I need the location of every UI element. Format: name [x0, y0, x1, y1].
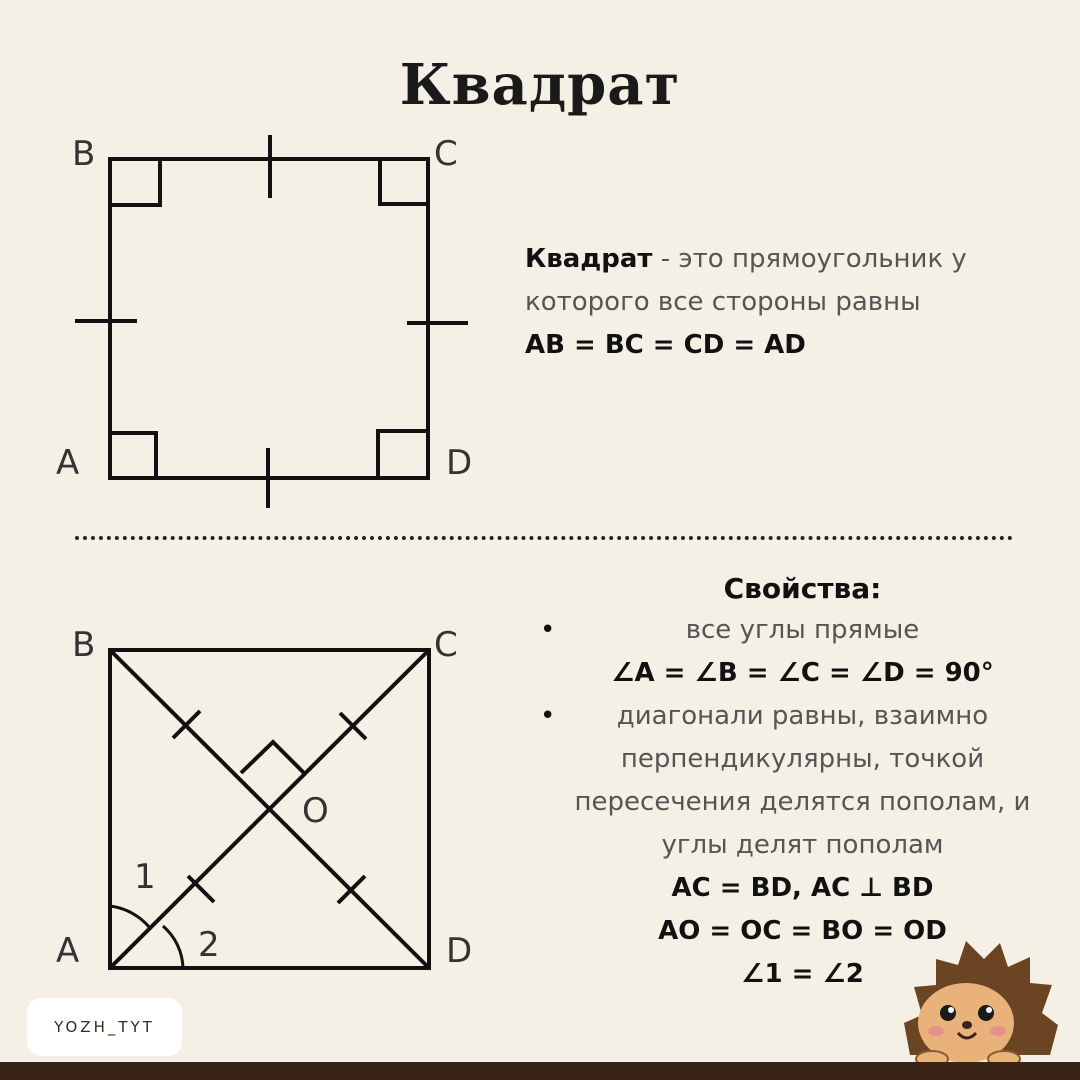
- vertex-label-c: C: [434, 134, 458, 174]
- property-2-line-3: пересечения делятся пополам, и: [574, 787, 1031, 817]
- property-2-line-2: перпендикулярны, точкой: [620, 744, 985, 774]
- property-2-formula-3: ∠1 = ∠2: [741, 959, 864, 989]
- vertex-label-b2: B: [72, 625, 96, 665]
- definition-term: Квадрат: [525, 244, 653, 274]
- property-2-formula-2: AO = OC = BO = OD: [658, 916, 947, 946]
- property-2-formula-1: AC = BD, AC ⊥ BD: [671, 873, 934, 903]
- vertex-label-b: B: [72, 134, 96, 174]
- bullet-2: •: [540, 701, 556, 731]
- definition-body: - это прямоугольник у которого все стороны равны: [525, 244, 967, 317]
- property-2-line-1-text: диагонали равны, взаимно: [616, 701, 989, 731]
- brand-logo: [27, 998, 182, 1056]
- right-angle-mark-c: [380, 159, 428, 204]
- page-title: Квадрат: [399, 52, 681, 118]
- property-1-label: все углы прямые: [685, 615, 920, 645]
- property-1-text: [540, 609, 1065, 652]
- definition-formula: AB = BC = CD = AD: [525, 330, 806, 360]
- angle-label-1: 1: [134, 857, 156, 897]
- bullet-1: •: [540, 615, 556, 645]
- angle-arc-1: [110, 906, 150, 928]
- property-2-line-1: [540, 695, 1065, 738]
- vertex-label-d: D: [446, 443, 473, 483]
- property-2-line-4: углы делят пополам: [661, 830, 944, 860]
- right-angle-mark-b: [110, 159, 160, 205]
- property-1-formula: ∠A = ∠B = ∠C = ∠D = 90°: [611, 658, 994, 688]
- vertex-label-d2: D: [446, 931, 473, 971]
- properties-title: Свойства:: [723, 572, 882, 605]
- hedgehog-mascot-icon: [900, 935, 1060, 1065]
- vertex-label-a: A: [56, 443, 80, 483]
- square-diagonals-shape: [110, 650, 429, 968]
- square-shape: [75, 135, 468, 508]
- right-angle-mark-a: [110, 433, 156, 478]
- vertex-label-a2: A: [56, 931, 80, 971]
- angle-label-2: 2: [198, 925, 220, 965]
- dotted-divider: [75, 536, 1013, 540]
- angle-arc-2: [163, 926, 183, 968]
- vertex-label-c2: C: [434, 625, 458, 665]
- center-label-o: O: [302, 791, 329, 831]
- definition-text: [525, 238, 1045, 367]
- properties-section: [540, 572, 1065, 996]
- right-angle-mark-o: [241, 742, 305, 774]
- brand-logo-text: YOZH_TYT: [54, 1018, 155, 1036]
- right-angle-mark-d: [378, 431, 428, 478]
- bottom-bar: [0, 1062, 1080, 1080]
